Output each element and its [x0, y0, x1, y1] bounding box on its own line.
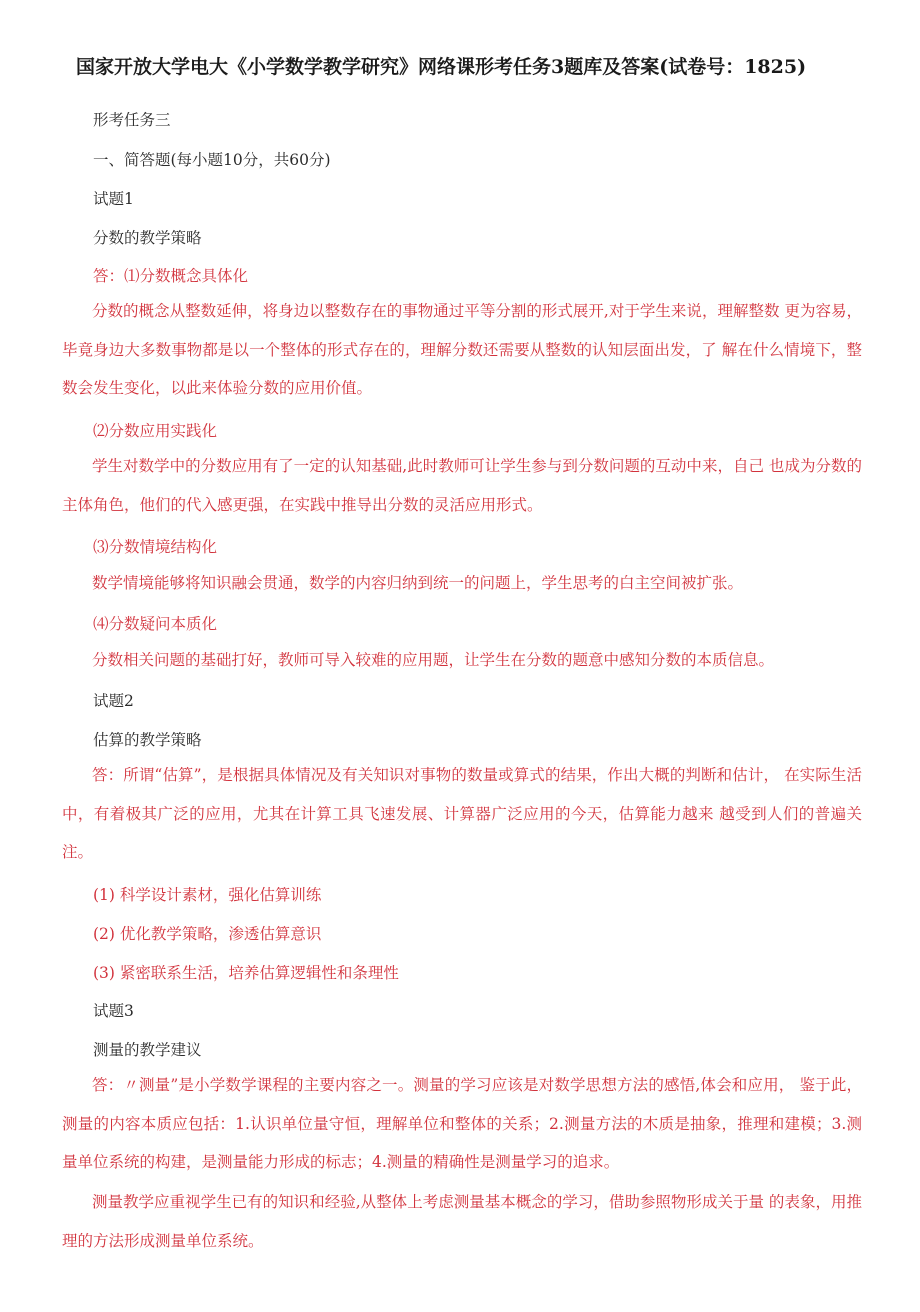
q1-subheading-2: ⑵分数应用实践化 — [93, 422, 218, 440]
q2-answer: 答：所谓“估算”，是根据具体情况及有关知识对事物的数量或算式的结果，作出大概的判断和估计， 在实际生活中，有着极其广泛的应用，尤其在计算工具飞速发展、计算器广泛应用的今天，估算能力越来 越受到人们的普遍关注。 — [62, 766, 862, 861]
q3-answer: 答：〃测量”是小学数学课程的主要内容之一。测量的学习应该是对数学思想方法的感悟,体会和应用， 鉴于此，测量的内容本质应包括：1.认识单位量守恒，理解单位和整体的关系；2.测量方法的木质是抽象，推理和建模；3.测量单位系统的构建，是测量能力形成的标志；4.测量的精确性是测量学习的追求。 — [62, 1076, 862, 1171]
q1-paragraph-3: 数学情境能够将知识融会贯通，数学的内容归纳到统一的问题上，学生思考的白主空间被扩张。 — [92, 574, 744, 592]
q1-subheading-4: ⑷分数疑问本质化 — [93, 615, 218, 633]
q2-label: 试题2 — [93, 692, 134, 710]
q2-topic: 估算的教学策略 — [93, 731, 202, 749]
q1-subheading-3: ⑶分数情境结构化 — [93, 538, 218, 556]
q1-paragraph-2: 学生对数学中的分数应用有了一定的认知基础,此时教师可让学生参与到分数问题的互动中来，自己 也成为分数的主体角色，他们的代入感更强，在实践中推导出分数的灵活应用形式。 — [62, 457, 862, 514]
q1-answer-heading: 答：⑴分数概念具体化 — [93, 267, 249, 285]
q3-topic: 测量的教学建议 — [93, 1041, 202, 1059]
q1-answer-paragraph-1: 分数的概念从整数延伸，将身边以整数存在的事物通过平等分割的形式展开,对于学生来说，理解整数 更为容易，毕竟身边大多数事物都是以一个整体的形式存在的，理解分数还需要从整数的认知层面出发，了 解在什么情境下，整数会发生变化，以此来体验分数的应用价值。 — [62, 302, 862, 397]
q1-topic: 分数的教学策略 — [93, 229, 202, 247]
q1-label: 试题1 — [93, 190, 134, 208]
q2-list-item: (3) 紧密联系生活，培养估算逻辑性和条理性 — [93, 964, 399, 982]
q1-paragraph-4: 分数相关问题的基础打好，教师可导入较难的应用题，让学生在分数的题意中感知分数的本质信息。 — [92, 651, 775, 669]
q3-label: 试题3 — [93, 1002, 134, 1020]
q2-list-item: (2) 优化教学策略，渗透估算意识 — [93, 925, 322, 943]
q3-paragraph-2: 测量教学应重视学生已有的知识和经验,从整体上考虑测量基本概念的学习，借助参照物形成关于量 的表象，用推理的方法形成测量单位系统。 — [62, 1193, 862, 1250]
section-heading: 一、简答题(每小题10分，共60分) — [93, 151, 331, 169]
q2-list-item: (1) 科学设计素材，强化估算训练 — [93, 886, 322, 904]
document-title: 国家开放大学电大《小学数学教学研究》网络课形考任务3题库及答案(试卷号：1825) — [76, 56, 807, 78]
task-heading: 形考任务三 — [93, 111, 171, 129]
